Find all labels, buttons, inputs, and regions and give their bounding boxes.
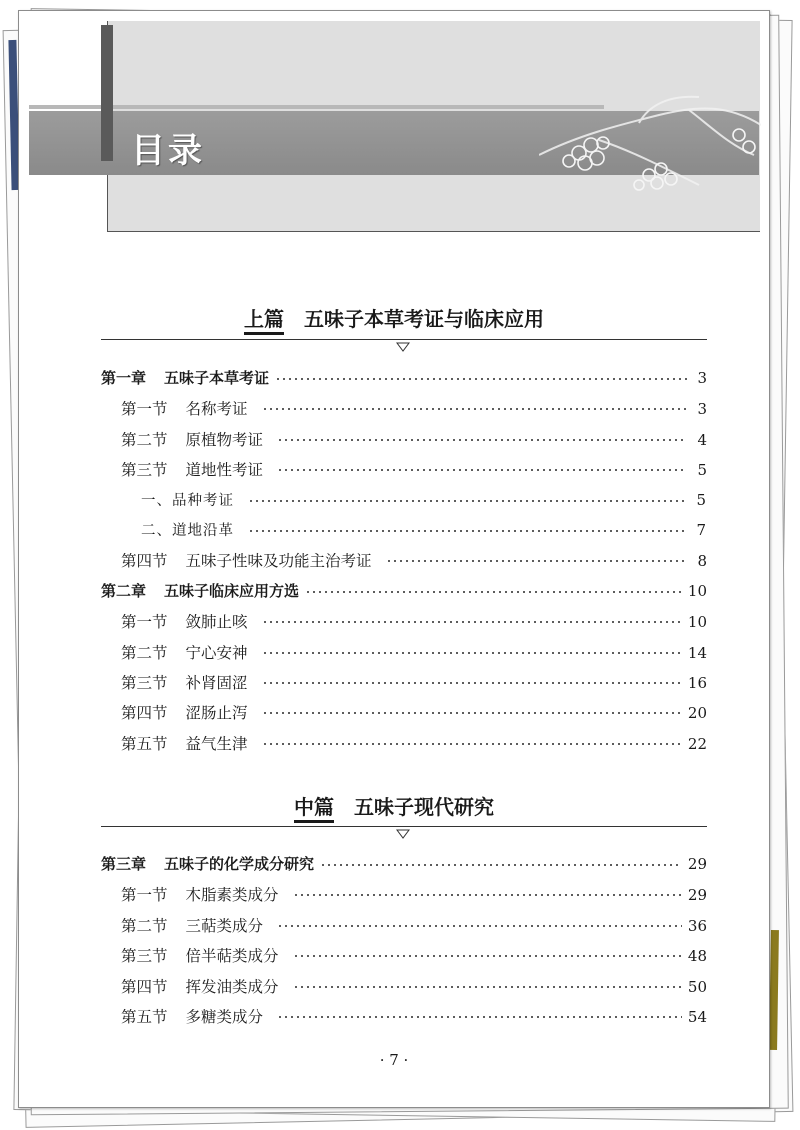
entry-number: 第四节 xyxy=(121,704,168,723)
toc-section-entry[interactable] xyxy=(101,458,707,482)
entry-label xyxy=(121,397,248,419)
entry-label xyxy=(121,944,279,966)
entry-page-number: 54 xyxy=(687,1008,707,1026)
toc-subsection-entry[interactable] xyxy=(101,489,707,513)
header-stripe xyxy=(29,105,604,109)
part-label: 中篇 xyxy=(294,795,334,823)
entry-number: 第五节 xyxy=(121,734,168,753)
entry-number: 第一章 xyxy=(101,369,147,387)
entry-page-number: 5 xyxy=(696,490,707,509)
entry-page-number: 10 xyxy=(687,581,707,600)
entry-label xyxy=(121,1005,263,1027)
toc-section-entry[interactable] xyxy=(101,641,707,665)
entry-title: 木脂素类成分 xyxy=(185,886,279,905)
part-divider xyxy=(101,826,707,827)
part-divider xyxy=(101,339,707,340)
entry-page-number: 29 xyxy=(687,855,707,873)
dot-leader xyxy=(320,863,682,867)
entry-page-number: 7 xyxy=(696,521,707,539)
entry-label xyxy=(121,610,248,632)
entry-label xyxy=(121,428,263,450)
entry-number: 第二节 xyxy=(121,916,168,935)
dot-leader xyxy=(293,893,682,897)
entry-label xyxy=(121,914,263,936)
triangle-marker-icon xyxy=(396,829,410,839)
part-label: 上篇 xyxy=(244,307,284,335)
entry-page-number: 14 xyxy=(687,643,707,662)
toc-title: 目录 xyxy=(131,131,205,171)
dot-leader xyxy=(293,985,682,989)
entry-label xyxy=(101,367,269,388)
entry-title: 补肾固涩 xyxy=(185,674,248,692)
entry-title: 宁心安神 xyxy=(185,643,248,662)
toc-page xyxy=(18,10,770,1108)
dot-leader xyxy=(248,499,687,503)
entry-label xyxy=(121,732,248,754)
page-number: · 7 · xyxy=(379,1051,409,1069)
toc-section-entry[interactable] xyxy=(101,944,707,968)
entry-page-number: 3 xyxy=(697,369,707,387)
entry-number: 第二章 xyxy=(101,581,147,600)
toc-section-entry[interactable] xyxy=(101,610,707,634)
toc-chapter-entry[interactable] xyxy=(101,367,707,391)
dot-leader xyxy=(293,954,682,958)
toc-section-entry[interactable] xyxy=(101,671,707,695)
entry-page-number: 29 xyxy=(687,886,707,905)
entry-number: 第三节 xyxy=(121,947,168,966)
dot-leader xyxy=(262,651,682,655)
toc-section-entry[interactable] xyxy=(101,428,707,452)
entry-number: 第一节 xyxy=(121,400,168,419)
dot-leader xyxy=(262,742,682,746)
entry-page-number: 20 xyxy=(687,704,707,723)
toc-section-entry[interactable] xyxy=(101,549,707,573)
entry-number: 第三章 xyxy=(101,855,147,873)
entry-title: 一、品种考证 xyxy=(141,492,234,509)
part-heading xyxy=(19,791,769,820)
entry-page-number: 10 xyxy=(687,613,707,632)
entry-page-number: 48 xyxy=(687,947,707,966)
entry-label xyxy=(121,671,248,693)
entry-label xyxy=(101,853,314,874)
part-name: 五味子现代研究 xyxy=(354,795,494,819)
entry-number: 第五节 xyxy=(121,1008,168,1026)
entry-label xyxy=(121,549,372,571)
entry-label xyxy=(141,489,234,510)
entry-label xyxy=(121,883,279,905)
dot-leader xyxy=(277,468,687,472)
dot-leader xyxy=(277,438,687,442)
entry-label xyxy=(121,641,248,663)
entry-title: 五味子临床应用方选 xyxy=(164,581,300,600)
entry-label xyxy=(101,580,299,601)
entry-title: 五味子的化学成分研究 xyxy=(164,855,315,873)
dot-leader xyxy=(305,590,682,594)
entry-page-number: 5 xyxy=(697,461,707,480)
entry-number: 第三节 xyxy=(121,674,168,692)
dot-leader xyxy=(262,620,682,624)
dot-leader xyxy=(248,529,687,533)
toc-chapter-entry[interactable] xyxy=(101,580,707,604)
entry-title: 二、道地沿革 xyxy=(141,523,234,539)
entry-title: 敛肺止咳 xyxy=(185,613,248,632)
entry-number: 第二节 xyxy=(121,430,168,449)
entry-title: 三萜类成分 xyxy=(185,916,264,935)
toc-section-entry[interactable] xyxy=(101,975,707,999)
part-heading xyxy=(19,303,769,332)
entry-label xyxy=(121,458,263,480)
entry-number: 第四节 xyxy=(121,552,168,571)
entry-page-number: 8 xyxy=(697,552,707,571)
entry-title: 挥发油类成分 xyxy=(185,977,279,996)
header-accent-bar xyxy=(101,25,113,161)
entry-title: 道地性考证 xyxy=(185,461,264,480)
entry-title: 五味子本草考证 xyxy=(164,369,270,387)
entry-number: 第三节 xyxy=(121,461,168,480)
toc-section-entry[interactable] xyxy=(101,732,707,756)
dot-leader xyxy=(262,681,682,685)
entry-page-number: 36 xyxy=(687,916,707,935)
entry-page-number: 22 xyxy=(687,734,707,753)
entry-title: 倍半萜类成分 xyxy=(185,947,279,966)
entry-title: 五味子性味及功能主治考证 xyxy=(185,552,372,571)
entry-title: 多糖类成分 xyxy=(185,1008,264,1026)
dot-leader xyxy=(262,407,687,411)
entry-number: 第四节 xyxy=(121,977,168,996)
entry-page-number: 3 xyxy=(697,400,707,419)
toc-section-entry[interactable] xyxy=(101,1005,707,1029)
entry-title: 名称考证 xyxy=(185,400,248,419)
part-name: 五味子本草考证与临床应用 xyxy=(304,307,544,331)
berry-branch-illustration xyxy=(539,95,761,195)
dot-leader xyxy=(277,924,682,928)
dot-leader xyxy=(262,711,682,715)
dot-leader xyxy=(386,559,687,563)
toc-subsection-entry[interactable] xyxy=(101,519,707,543)
toc-section-entry[interactable] xyxy=(101,397,707,421)
entry-label xyxy=(121,701,248,723)
toc-section-entry[interactable] xyxy=(101,883,707,907)
entry-label xyxy=(121,975,279,997)
toc-section-entry[interactable] xyxy=(101,914,707,938)
entry-number: 第一节 xyxy=(121,886,168,905)
entry-title: 益气生津 xyxy=(185,734,248,753)
entry-page-number: 16 xyxy=(687,674,707,692)
entry-label xyxy=(141,519,234,540)
toc-chapter-entry[interactable] xyxy=(101,853,707,877)
entry-page-number: 4 xyxy=(697,430,707,449)
entry-title: 原植物考证 xyxy=(185,430,264,449)
entry-number: 第一节 xyxy=(121,613,168,632)
toc-section-entry[interactable] xyxy=(101,701,707,725)
entry-title: 涩肠止泻 xyxy=(185,704,248,723)
triangle-marker-icon xyxy=(396,342,410,352)
dot-leader xyxy=(277,1015,682,1019)
entry-page-number: 50 xyxy=(687,977,707,996)
dot-leader xyxy=(275,377,687,381)
entry-number: 第二节 xyxy=(121,643,168,662)
